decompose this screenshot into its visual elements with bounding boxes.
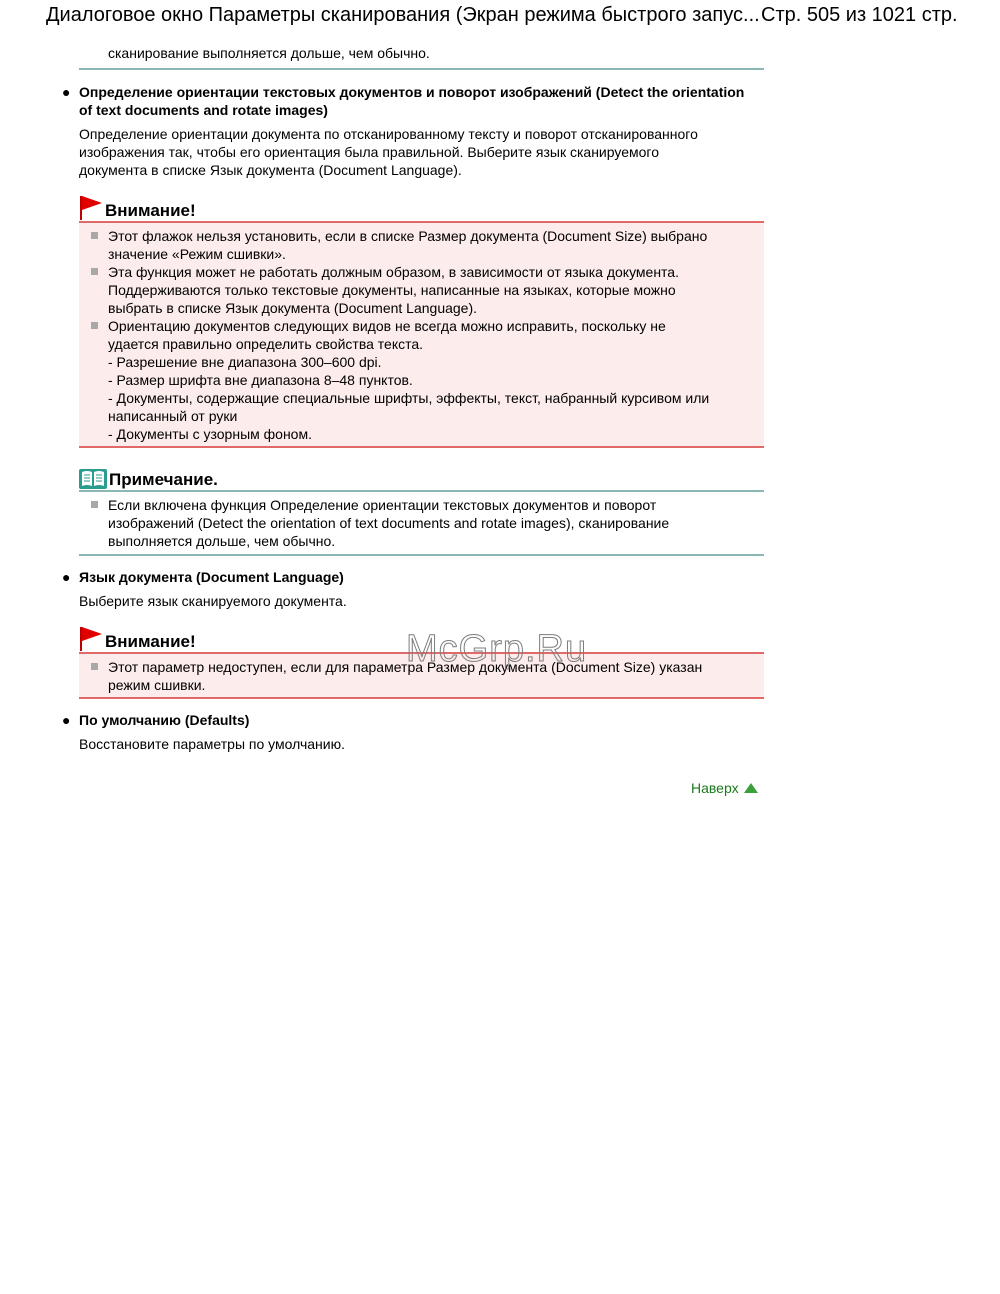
item-line: Поддерживаются только текстовые документы, написанные на языках, которые можно (108, 282, 676, 298)
option-description (79, 125, 764, 179)
desc-line: Восстановите параметры по умолчанию. (79, 736, 345, 752)
item-line: - Размер шрифта вне диапазона 8–48 пунктов. (108, 372, 413, 388)
item-line: режим сшивки. (108, 677, 206, 693)
item-line: Этот флажок нельзя установить, если в списке Размер документа (Document Size) выбрано (108, 228, 708, 244)
option-document-language (62, 568, 764, 610)
continuation-text: сканирование выполняется дольше, чем обычно. (108, 45, 430, 61)
item-line: изображений (Detect the orientation of text documents and rotate images), сканирование (108, 515, 670, 531)
back-to-top-link[interactable] (691, 780, 759, 796)
item-line: выбрать в списке Язык документа (Document Language). (108, 300, 478, 316)
red-flag-icon (79, 195, 103, 221)
title-line: Определение ориентации текстовых документов и поворот изображений (Detect the orientation (79, 84, 745, 100)
desc-line: изображения так, чтобы его ориентация была правильной. Выберите язык сканируемого (79, 144, 660, 160)
square-bullet-icon (91, 268, 98, 275)
warning-label: Внимание! (105, 632, 196, 651)
title-line: of text documents and rotate images) (79, 102, 328, 118)
item-line: Эта функция может не работать должным образом, в зависимости от языка документа. (108, 264, 679, 280)
item-line: Если включена функция Определение ориентации текстовых документов и поворот (108, 497, 657, 513)
warning-item (79, 317, 764, 443)
item-line: Этот параметр недоступен, если для параметра Размер документа (Document Size) указан (108, 659, 703, 675)
desc-line: Определение ориентации документа по отсканированному тексту и поворот отсканированного (79, 126, 698, 142)
option-title (79, 568, 764, 586)
option-title (79, 83, 764, 119)
page-title: Диалоговое окно Параметры сканирования (Экран режима быстрого запус... (46, 4, 760, 26)
item-line: - Документы с узорным фоном. (108, 426, 312, 442)
note-label: Примечание. (109, 470, 218, 489)
item-line: написанный от руки (108, 408, 238, 424)
open-book-icon (79, 468, 107, 490)
item-line: значение «Режим сшивки». (108, 246, 286, 262)
item-line: - Разрешение вне диапазона 300–600 dpi. (108, 354, 382, 370)
option-title (79, 711, 764, 729)
warning-item (79, 263, 764, 317)
square-bullet-icon (91, 501, 98, 508)
option-detect-orientation (62, 83, 764, 179)
note-header (79, 462, 764, 490)
option-description (79, 592, 764, 610)
green-triangle-up-icon[interactable] (743, 782, 759, 794)
warning-item (79, 227, 764, 263)
option-description (79, 735, 764, 753)
warning-header (79, 193, 764, 221)
option-defaults (62, 711, 764, 753)
item-line: выполняется дольше, чем обычно. (108, 533, 336, 549)
bullet-dot: ● (62, 712, 71, 728)
item-line: удается правильно определить свойства текста. (108, 336, 424, 352)
square-bullet-icon (91, 663, 98, 670)
warning-box (79, 193, 764, 448)
title-line: По умолчанию (Defaults) (79, 712, 250, 728)
square-bullet-icon (91, 322, 98, 329)
note-body (79, 490, 764, 556)
desc-line: документа в списке Язык документа (Document Language). (79, 162, 462, 178)
desc-line: Выберите язык сканируемого документа. (79, 593, 347, 609)
page-number: Стр. 505 из 1021 стр. (761, 4, 958, 26)
bullet-dot: ● (62, 84, 71, 100)
title-line: Язык документа (Document Language) (79, 569, 344, 585)
section-divider (79, 68, 764, 70)
note-item (79, 496, 764, 550)
bullet-dot: ● (62, 569, 71, 585)
note-box (79, 462, 764, 556)
item-line: - Документы, содержащие специальные шрифты, эффекты, текст, набранный курсивом или (108, 390, 710, 406)
red-flag-icon (79, 626, 103, 652)
back-to-top-label[interactable]: Наверх (691, 780, 739, 796)
watermark: McGrp.Ru (406, 628, 588, 670)
warning-body (79, 221, 764, 448)
warning-label: Внимание! (105, 201, 196, 220)
item-line: Ориентацию документов следующих видов не всегда можно исправить, поскольку не (108, 318, 666, 334)
page-header (46, 2, 966, 28)
square-bullet-icon (91, 232, 98, 239)
